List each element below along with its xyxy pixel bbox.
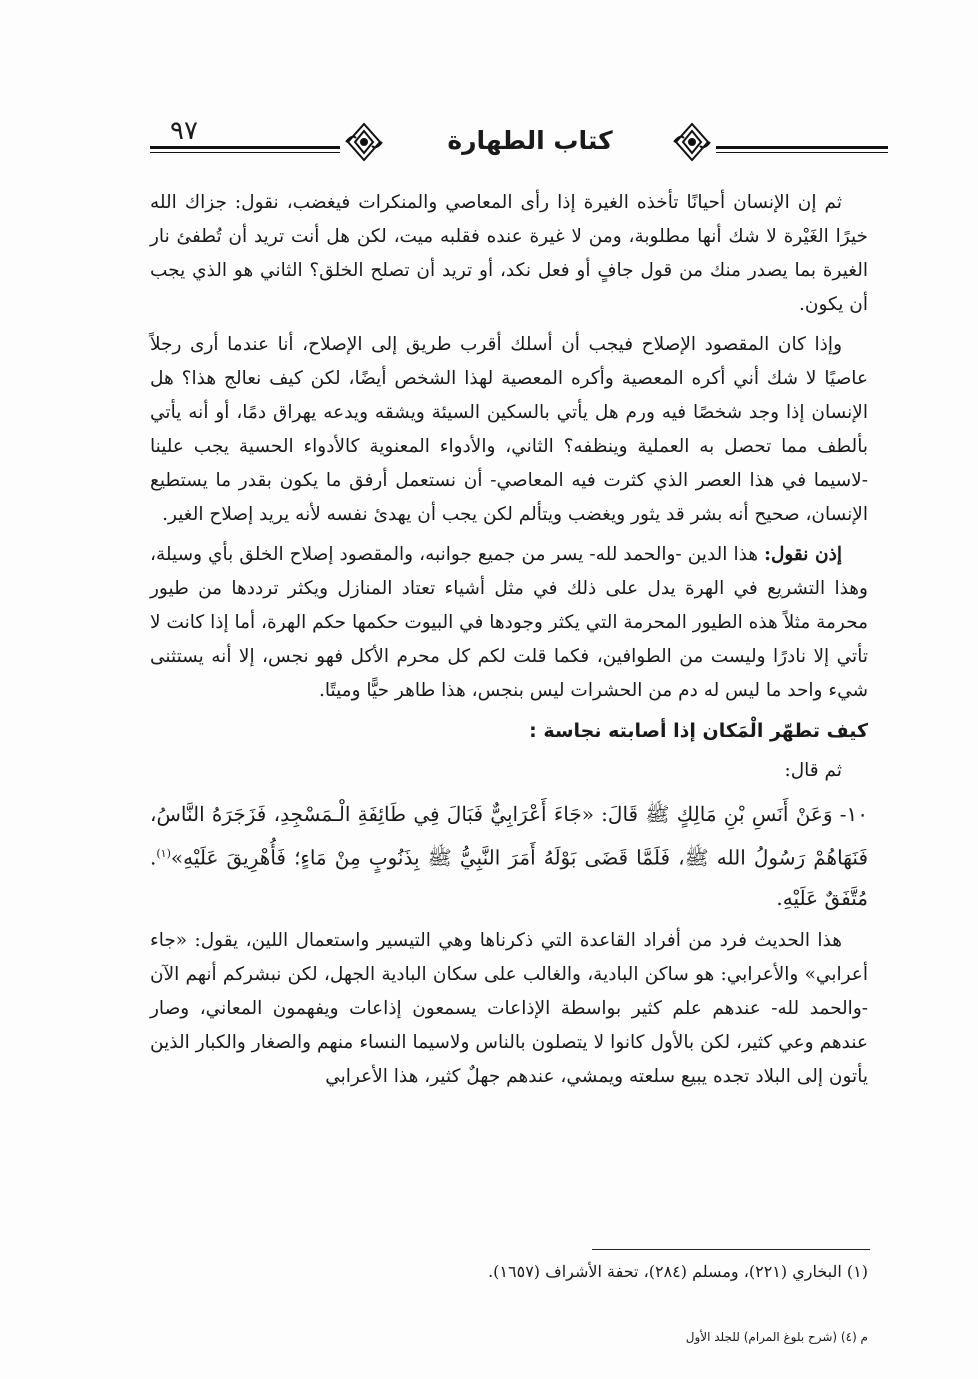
paragraph-3-body: هذا الدين -والحمد لله- يسر من جميع جوانبه، والمقصود إصلاح الخلق بأي وسيلة، وهذا التشريع في الهرة يدل على ذلك في مثل أشياء تعتاد المنازل ويكثر ترددها من طيور محرمة مثلاً هذه الطيور المحرمة التي يكثر وجودها في البيوت حكمها حكم الهرة، أما إذا كانت لا تأتي إلا نادرًا وليست من الطوافين، فكما قلت لكم كل محرم الأكل فهو نجس، إلا أنه يستثنى شيء واحد ما ليس له دم من الحشرات ليس بنجس، هذا طاهر حيًّا وميتًا.: [150, 544, 868, 701]
header-rule-left-thin: [150, 152, 340, 153]
paragraph-3: [150, 538, 868, 708]
footnote: (١) البخاري (٢٢١)، ومسلم (٢٨٤)، تحفة الأشراف (١٦٥٧).: [488, 1262, 868, 1281]
paragraph-3-lead: إذن نقول:: [764, 544, 842, 565]
paragraph-4: هذا الحديث فرد من أفراد القاعدة التي ذكرناها وهي التيسير واستعمال اللين، يقول: «جاء أعرابي» والأعرابي: هو ساكن البادية، والغالب على سكان البادية الجهل، لكن نبشركم أنهم الآن -والحمد لله- عندهم علم كثير بواسطة الإذاعات يسمعون إذاعات ويفهمون المعاني، وصار عندهم وعي كثير، لكن بالأول كانوا لا يتصلون بالناس ولاسيما النساء منهم والصغار والكبار الذين يأتون إلى البلاد تجده يبيع سلعته ويمشي، عندهم جهلٌ كثير، هذا الأعرابي: [150, 929, 868, 1087]
page-signature: م (٤) (شرح بلوغ المرام) للجلد الأول: [685, 1330, 868, 1344]
section-heading: كيف تطهّر الْمَكان إذا أصابته نجاسة :: [529, 720, 868, 742]
then-said: ثم قال:: [784, 760, 842, 781]
paragraph-2: وإذا كان المقصود الإصلاح فيجب أن أسلك أقرب طريق إلى الإصلاح، أنا عندما أرى رجلاً عاصيًا لا شك أني أكره المعصية وأكره المعصية لهذا الشخص أيضًا، لكن كيف نعالج هذا؟ هل الإنسان إذا وجد شخصًا فيه ورم هل يأتي بالسكين السيئة ويشقه ويدعه يهراق دمًا، أو أنه يأتي بألطف مما تحصل به العملية وينظفه؟ الثاني، والأدواء المعنوية كالأدواء الحسية يجب علينا -لاسيما في هذا العصر الذي كثرت فيه المعاصي- أن نستعمل أرفق ما يكون بقدر ما يستطيع الإنسان، صحيح أنه بشر قد يثور ويغضب ويتألم لكن يجب أن يهدئ نفسه لأنه يريد إصلاح الغير.: [150, 334, 868, 525]
header-rule-right-thin: [716, 152, 888, 153]
footnote-rule: [592, 1249, 870, 1250]
hadith-source: . مُتَّفَقٌ عَلَيْهِ.: [150, 845, 868, 910]
paragraph-1: ثم إن الإنسان أحيانًا تأخذه الغيرة إذا رأى المعاصي والمنكرات فيغضب، نقول: جزاك الله خيرًا الغَيْرة لا شك أنها مطلوبة، ومن لا غيرة عنده فقلبه ميت، لكن هل أنت تريد أن تُطفئ نار الغيرة بما يصدر منك من قول جافٍ أو فعل نكد، أو تريد أن تصلح الخلق؟ الثاني هو الذي يجب أن يكون.: [150, 192, 868, 315]
hadith-body: ١٠- وَعَنْ أَنَسِ بْنِ مَالِكٍ ﷺ قَالَ: «جَاءَ أَعْرَابِيٌّ فَبَالَ فِي طَائِفَةِ الْـمَسْجِدِ، فَزَجَرَهُ النَّاسُ، فَنَهَاهُمْ رَسُولُ الله ﷺ، فَلَمَّا قَضَى بَوْلَهُ أَمَرَ النَّبِيُّ ﷺ بِذَنُوبٍ مِنْ مَاءٍ؛ فَأُهْرِيقَ عَلَيْهِ»: [150, 802, 868, 870]
hadith-text: [150, 794, 868, 918]
header-rule-right: [716, 146, 888, 149]
ornament-right-icon: [670, 120, 714, 164]
page-header: [150, 112, 888, 172]
body-text: [150, 186, 868, 1100]
header-rule-left: [150, 146, 340, 149]
ornament-left-icon: [342, 120, 386, 164]
page-number: ٩٧: [170, 116, 198, 146]
footnote-ref: (١): [156, 847, 171, 860]
book-title: كتاب الطهارة: [447, 126, 613, 155]
